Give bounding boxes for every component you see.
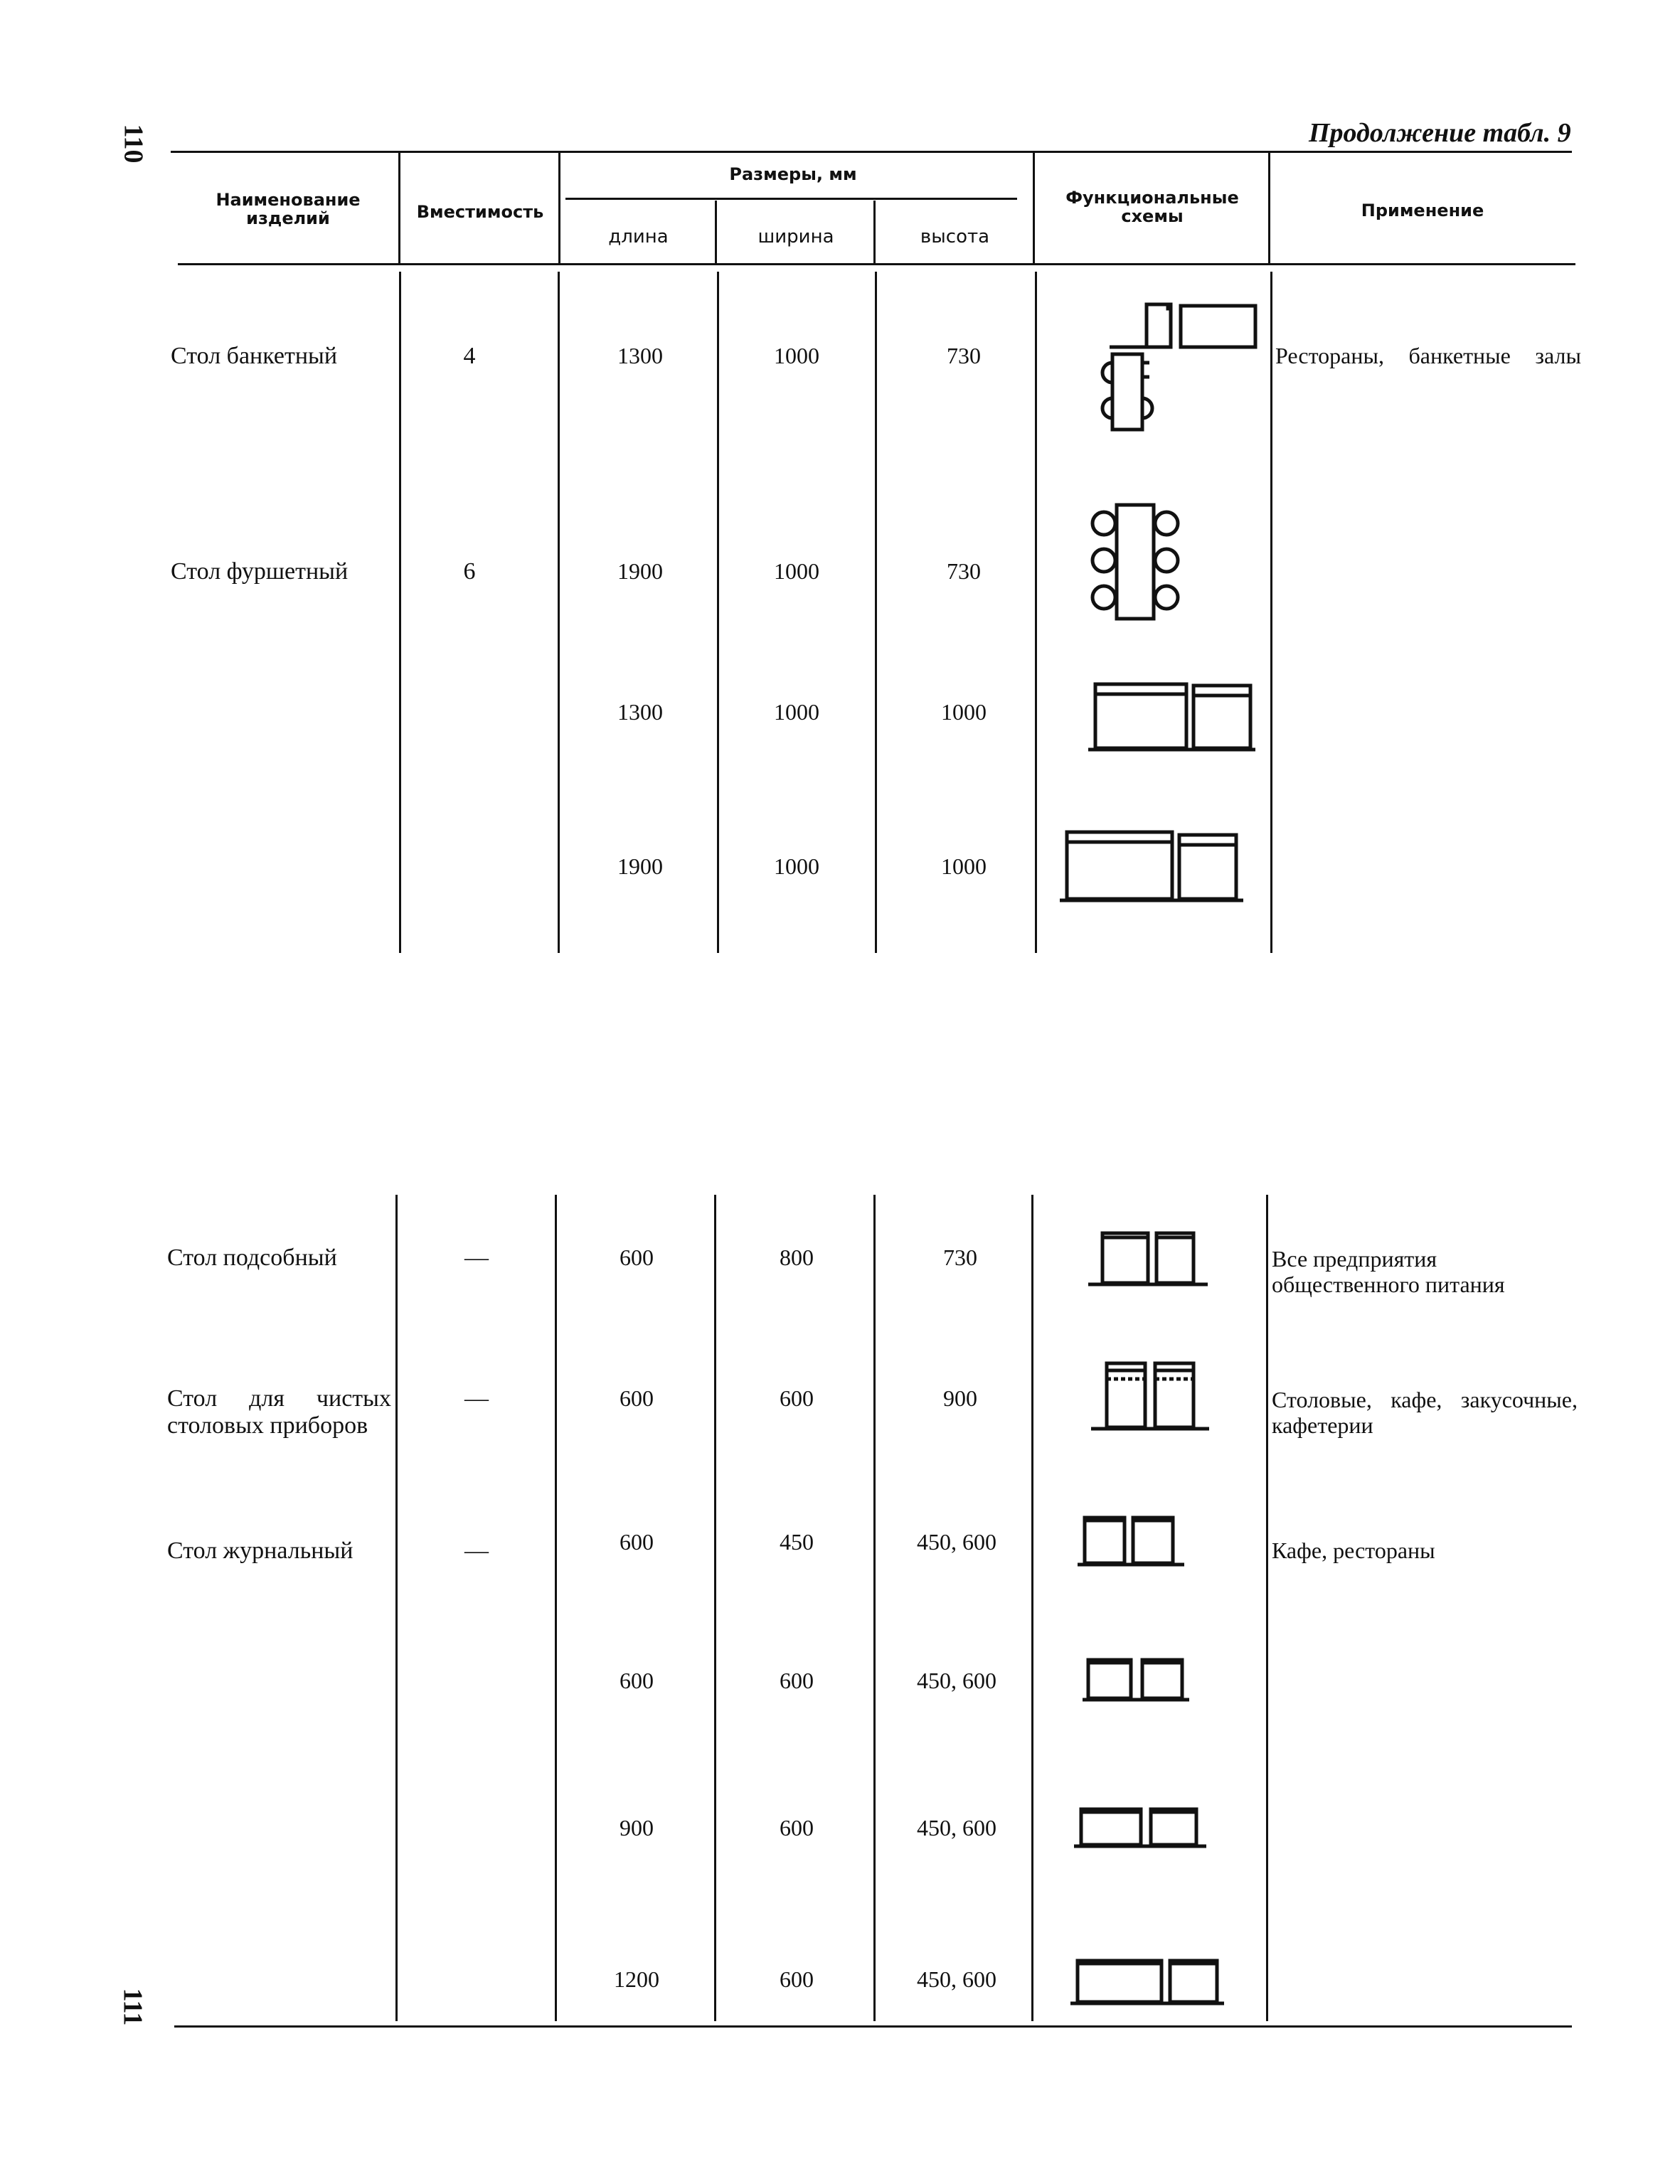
row-capacity: 4 bbox=[463, 343, 476, 369]
header-schemes: Функциональные схемы bbox=[1065, 188, 1239, 226]
header-capacity: Вместимость bbox=[416, 202, 544, 222]
table-elevation-icon bbox=[1081, 1355, 1223, 1440]
table-elevation-icon bbox=[1070, 1508, 1213, 1579]
column-divider bbox=[717, 272, 719, 953]
row-length: 1900 bbox=[617, 853, 663, 879]
row-length: 600 bbox=[620, 1245, 654, 1270]
table-elevation-icon bbox=[1074, 1650, 1216, 1714]
row-length: 600 bbox=[620, 1668, 654, 1693]
table-elevation-icon bbox=[1081, 1223, 1223, 1294]
row-length: 1300 bbox=[617, 699, 663, 725]
row-width: 600 bbox=[780, 1668, 814, 1693]
row-height: 450, 600 bbox=[917, 1668, 996, 1693]
header-divider bbox=[1033, 153, 1035, 263]
row-width: 1000 bbox=[774, 699, 819, 725]
table-elevation-icon bbox=[1053, 825, 1252, 903]
row-width: 1000 bbox=[774, 558, 819, 584]
header-application: Применение bbox=[1361, 201, 1484, 220]
row-width: 1000 bbox=[774, 343, 819, 368]
row-application: Все предприятия общественного питания bbox=[1272, 1246, 1505, 1297]
column-divider bbox=[1266, 1195, 1268, 2021]
row-name: Стол фуршетный bbox=[171, 558, 349, 585]
table-elevation-icon bbox=[1063, 1952, 1234, 2016]
column-divider bbox=[1270, 272, 1272, 953]
row-height: 900 bbox=[943, 1385, 977, 1411]
column-divider bbox=[399, 272, 401, 953]
page-number-bottom: 111 bbox=[117, 1988, 148, 2026]
row-name: Стол журнальный bbox=[167, 1538, 353, 1564]
row-height: 450, 600 bbox=[917, 1529, 996, 1555]
buffet-icon bbox=[1081, 498, 1223, 626]
column-divider bbox=[558, 272, 560, 953]
row-height: 450, 600 bbox=[917, 1966, 996, 1992]
header-name: Наименование изделий bbox=[216, 190, 361, 228]
row-height: 1000 bbox=[941, 699, 987, 725]
row-capacity: 6 bbox=[463, 558, 476, 585]
row-capacity: — bbox=[464, 1245, 489, 1271]
table-caption: Продолжение табл. 9 bbox=[1309, 118, 1571, 148]
column-divider bbox=[555, 1195, 557, 2021]
column-divider bbox=[1035, 272, 1037, 953]
row-length: 600 bbox=[620, 1385, 654, 1411]
table-elevation-icon bbox=[1067, 1799, 1223, 1863]
header-bottom-rule bbox=[178, 263, 1575, 265]
row-length: 1300 bbox=[617, 343, 663, 368]
banquet-icon bbox=[1081, 299, 1252, 434]
row-height: 450, 600 bbox=[917, 1815, 996, 1841]
header-top-rule bbox=[171, 151, 1572, 153]
row-length: 900 bbox=[620, 1815, 654, 1841]
row-width: 600 bbox=[780, 1385, 814, 1411]
header-sizes: Размеры, мм bbox=[729, 164, 857, 184]
row-application: Рестораны, банкетные залы bbox=[1275, 343, 1581, 368]
row-width: 800 bbox=[780, 1245, 814, 1270]
row-height: 730 bbox=[947, 558, 981, 584]
header-divider bbox=[398, 153, 400, 263]
header-width: ширина bbox=[757, 226, 834, 247]
column-divider bbox=[1031, 1195, 1033, 2021]
column-divider bbox=[873, 1195, 876, 2021]
row-length: 1900 bbox=[617, 558, 663, 584]
table-elevation-icon bbox=[1081, 676, 1252, 754]
row-capacity: — bbox=[464, 1385, 489, 1412]
row-width: 450 bbox=[780, 1529, 814, 1555]
row-capacity: — bbox=[464, 1538, 489, 1564]
sizes-underline bbox=[565, 198, 1017, 200]
row-application: Кафе, рестораны bbox=[1272, 1538, 1435, 1563]
page-number-top: 110 bbox=[118, 124, 149, 164]
row-height: 730 bbox=[943, 1245, 977, 1270]
row-height: 730 bbox=[947, 343, 981, 368]
row-width: 600 bbox=[780, 1815, 814, 1841]
header-divider bbox=[1268, 153, 1270, 263]
row-name: Стол подсобный bbox=[167, 1245, 337, 1271]
header-divider bbox=[715, 201, 717, 263]
row-height: 1000 bbox=[941, 853, 987, 879]
header-length: длина bbox=[608, 226, 669, 247]
row-width: 600 bbox=[780, 1966, 814, 1992]
column-divider bbox=[395, 1195, 398, 2021]
header-divider bbox=[873, 201, 876, 263]
row-width: 1000 bbox=[774, 853, 819, 879]
header-height: высота bbox=[920, 226, 990, 247]
row-name: Стол банкетный bbox=[171, 343, 338, 369]
column-divider bbox=[714, 1195, 716, 2021]
table-bottom-rule bbox=[174, 2025, 1572, 2028]
row-length: 600 bbox=[620, 1529, 654, 1555]
row-name: Стол для чистых столовых приборов bbox=[167, 1385, 391, 1439]
header-divider bbox=[558, 153, 560, 263]
row-application: Столовые, кафе, закусочные, кафетерии bbox=[1272, 1387, 1578, 1438]
row-length: 1200 bbox=[614, 1966, 659, 1992]
column-divider bbox=[875, 272, 877, 953]
